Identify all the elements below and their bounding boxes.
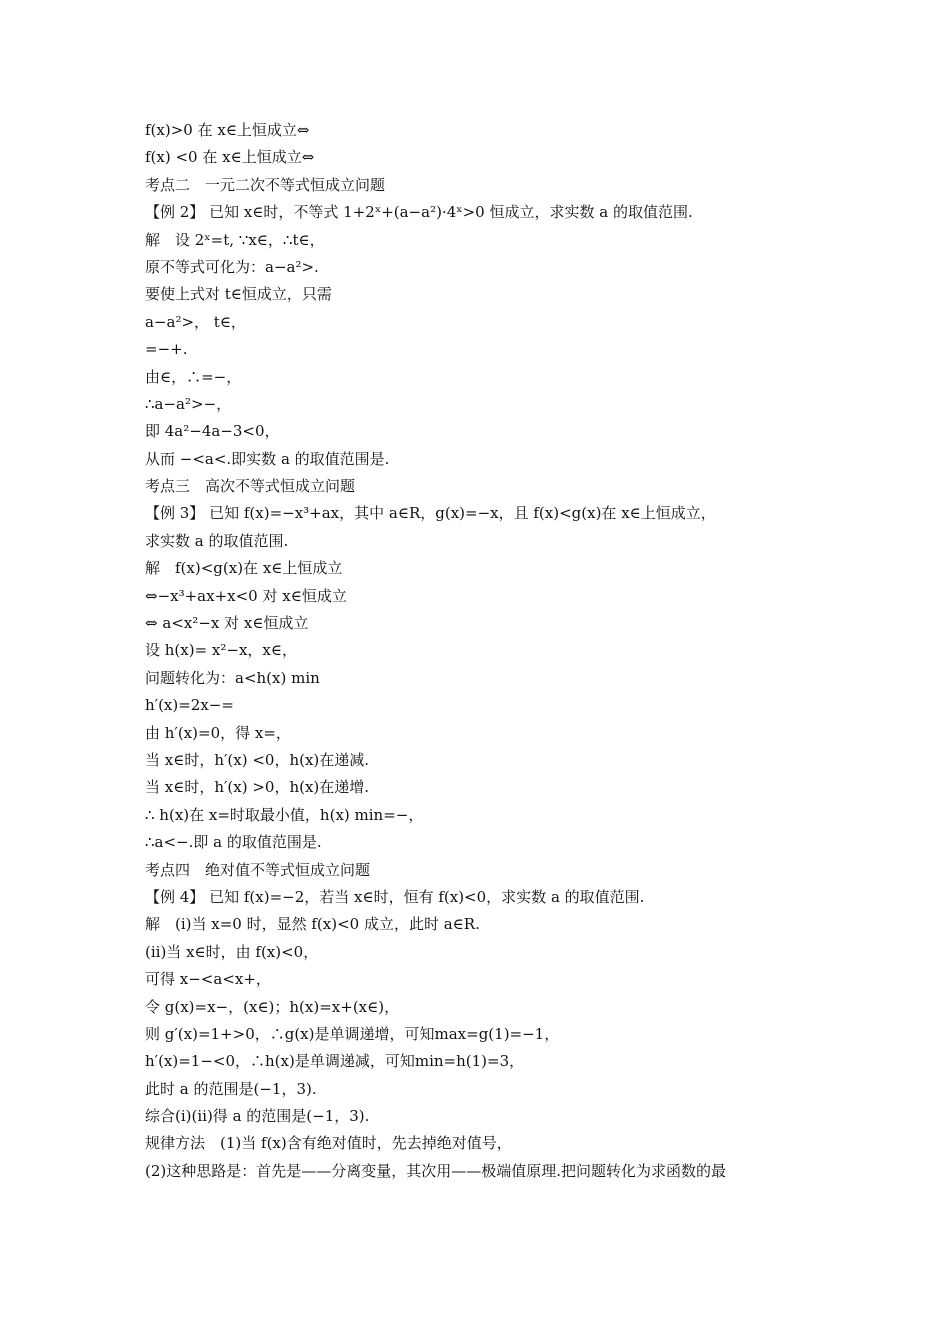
method-summary: (2)这种思路是：首先是——分离变量，其次用——极端值原理.把问题转化为求函数的最 — [145, 1161, 727, 1180]
example-statement: 【例 4】 已知 f(x)=−2，若当 x∈时，恒有 f(x)<0，求实数 a 的取值范围. — [145, 887, 645, 906]
example-statement: 【例 3】 已知 f(x)=−x³+ax，其中 a∈R，g(x)=−x，且 f(x)<g(x)在 x∈上恒成立， — [145, 504, 716, 523]
text-line: 当 x∈时，h′(x) >0，h(x)在递增. — [145, 778, 370, 797]
text-line: 原不等式可化为：a−a²>. — [145, 257, 319, 276]
text-line: ⇔−x³+ax+x<0 对 x∈恒成立 — [145, 586, 347, 605]
text-line: 即 4a²−4a−3<0， — [145, 422, 280, 441]
section-heading: 考点四 绝对值不等式恒成立问题 — [145, 860, 371, 879]
text-line: =−+. — [145, 340, 188, 359]
text-line: f(x)>0 在 x∈上恒成立⇔ — [145, 121, 310, 139]
text-line: 此时 a 的范围是(−1，3). — [145, 1079, 317, 1098]
text-line: 当 x∈时，h′(x) <0，h(x)在递减. — [145, 750, 370, 769]
text-line: 解 (ⅰ)当 x=0 时，显然 f(x)<0 成立，此时 a∈R. — [145, 915, 480, 934]
text-line: 求实数 a 的取值范围. — [145, 531, 289, 550]
document-body — [145, 117, 825, 1185]
text-line: 令 g(x)=x−，(x∈)；h(x)=x+(x∈)， — [145, 997, 400, 1016]
section-heading: 考点二 一元二次不等式恒成立问题 — [145, 175, 386, 194]
text-line: h′(x)=1−<0，∴h(x)是单调递减，可知min=h(1)=3， — [145, 1052, 525, 1071]
example-statement: 【例 2】 已知 x∈时，不等式 1+2ˣ+(a−a²)·4ˣ>0 恒成立，求实数 a 的取值范围. — [145, 203, 693, 222]
text-line: 要使上式对 t∈恒成立，只需 — [145, 285, 332, 304]
text-line: 综合(ⅰ)(ⅱ)得 a 的范围是(−1，3). — [145, 1107, 370, 1126]
text-line: 则 g′(x)=1+>0，∴g(x)是单调递增，可知max=g(1)=−1， — [145, 1024, 560, 1043]
text-line: ⇔ a<x²−x 对 x∈恒成立 — [145, 614, 309, 633]
text-line: 可得 x−<a<x+， — [145, 970, 271, 989]
text-line: ∴ h(x)在 x=时取最小值，h(x) min=−， — [145, 805, 424, 824]
text-line: h′(x)=2x−= — [145, 696, 234, 715]
text-line: 由∈，∴=−， — [145, 367, 242, 386]
text-line: 设 h(x)= x²−x，x∈， — [145, 641, 297, 660]
text-line: ∴a−a²>−， — [145, 394, 232, 413]
section-heading: 考点三 高次不等式恒成立问题 — [145, 477, 356, 496]
text-line: 解 f(x)<g(x)在 x∈上恒成立 — [145, 559, 343, 578]
text-line: a−a²>， t∈， — [145, 312, 246, 331]
text-line: (ⅱ)当 x∈时，由 f(x)<0， — [145, 942, 319, 961]
text-line: 问题转化为：a<h(x) min — [145, 668, 320, 687]
text-line: 由 h′(x)=0，得 x=， — [145, 723, 291, 742]
text-line: 从而 −<a<.即实数 a 的取值范围是. — [145, 449, 390, 468]
text-line: ∴a<−.即 a 的取值范围是. — [145, 833, 322, 852]
text-line: f(x) <0 在 x∈上恒成立⇔ — [145, 148, 315, 167]
method-summary: 规律方法 (1)当 f(x)含有绝对值时，先去掉绝对值号， — [145, 1134, 512, 1153]
text-line: 解 设 2ˣ=t, ∵x∈，∴t∈， — [145, 230, 325, 249]
